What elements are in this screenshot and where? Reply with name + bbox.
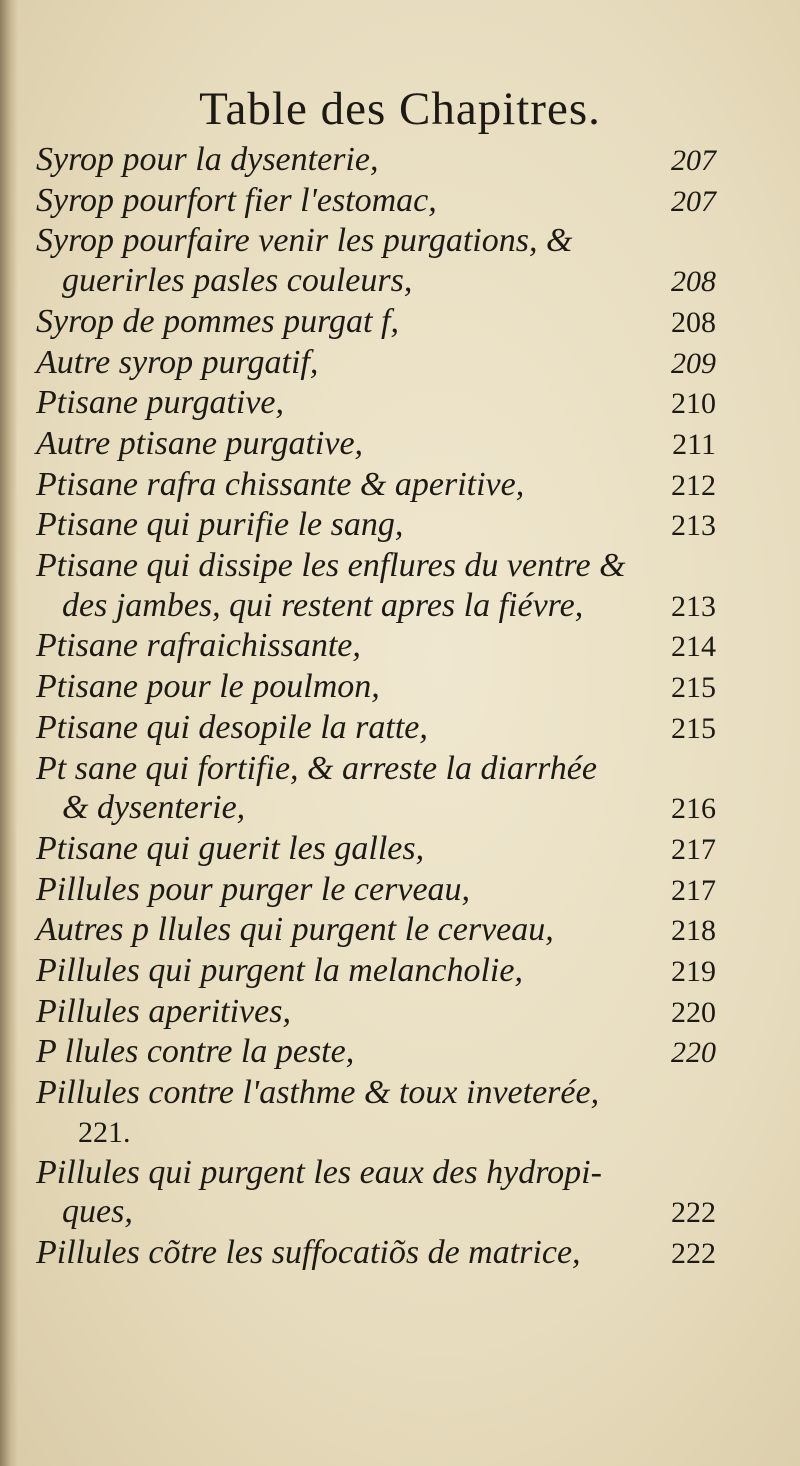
toc-page-number: 221. bbox=[78, 1115, 131, 1149]
table-of-contents bbox=[36, 140, 716, 1274]
toc-entry-title: des jambes, qui restent apres la fiévre, bbox=[62, 586, 584, 624]
toc-entry-title: guerirles pasles couleurs, bbox=[62, 262, 413, 300]
toc-entry-title: Ptisane rafra chissante & aperitive, bbox=[36, 465, 525, 503]
page-title: Table des Chapitres. bbox=[199, 83, 601, 135]
toc-page-number: 216 bbox=[671, 792, 716, 826]
toc-entry bbox=[36, 546, 716, 586]
toc-entry bbox=[36, 586, 716, 627]
toc-line bbox=[36, 546, 716, 586]
toc-entry bbox=[36, 302, 716, 343]
toc-entry-title: ques, bbox=[62, 1193, 133, 1231]
binding-gutter bbox=[0, 0, 18, 1466]
toc-entry bbox=[36, 749, 716, 789]
toc-page-number: 210 bbox=[671, 387, 716, 421]
toc-line bbox=[36, 667, 716, 708]
toc-page-number: 213 bbox=[671, 509, 716, 543]
toc-line bbox=[36, 383, 716, 424]
toc-entry-title: Autre syrop purgatif, bbox=[36, 343, 319, 381]
toc-line bbox=[36, 1153, 716, 1193]
toc-entry bbox=[36, 181, 716, 222]
toc-entry bbox=[36, 505, 716, 546]
toc-entry-title: Pillules cõtre les suffocatiõs de matrice, bbox=[36, 1233, 581, 1271]
toc-entry-title: Ptisane qui dissipe les enflures du ventre & bbox=[36, 547, 626, 585]
toc-entry bbox=[36, 343, 716, 384]
toc-line bbox=[36, 749, 716, 789]
toc-entry-title: Syrop pourfaire venir les purgations, & bbox=[36, 222, 573, 260]
toc-entry-title: Syrop de pommes purgat f, bbox=[36, 302, 399, 340]
toc-entry bbox=[36, 667, 716, 708]
toc-line bbox=[36, 343, 716, 384]
toc-entry-title: Ptisane purgative, bbox=[36, 384, 285, 422]
toc-line bbox=[36, 424, 716, 465]
toc-page-number: 219 bbox=[671, 955, 716, 989]
toc-line bbox=[36, 910, 716, 951]
toc-entry-title: Autres p llules qui purgent le cerveau, bbox=[36, 911, 554, 949]
toc-line bbox=[36, 1192, 716, 1233]
toc-line bbox=[36, 505, 716, 546]
toc-entry-title: Ptisane rafraichissante, bbox=[36, 627, 361, 665]
toc-line bbox=[36, 829, 716, 870]
toc-line bbox=[36, 465, 716, 506]
toc-entry bbox=[36, 951, 716, 992]
toc-entry-title: Ptisane qui purifie le sang, bbox=[36, 506, 404, 544]
toc-line bbox=[36, 1073, 716, 1113]
toc-page-number: 217 bbox=[671, 873, 716, 907]
toc-entry bbox=[36, 465, 716, 506]
toc-entry bbox=[36, 708, 716, 749]
toc-entry bbox=[36, 992, 716, 1033]
toc-page-number: 207 bbox=[671, 184, 716, 218]
toc-page-number: 215 bbox=[671, 671, 716, 705]
toc-entry-title: Pt sane qui fortifie, & arreste la diarrhée bbox=[36, 749, 597, 787]
toc-entry-title: Syrop pourfort fier l'estomac, bbox=[36, 181, 437, 219]
toc-entry bbox=[36, 1153, 716, 1193]
toc-page-number: 208 bbox=[671, 305, 716, 339]
toc-entry-title: Pillules contre l'asthme & toux inveterée, bbox=[36, 1074, 600, 1112]
toc-line bbox=[36, 1233, 716, 1274]
toc-entry-title: Ptisane pour le poulmon, bbox=[36, 668, 380, 706]
toc-page-number: 218 bbox=[671, 914, 716, 948]
toc-line bbox=[36, 261, 716, 302]
toc-entry bbox=[36, 788, 716, 829]
toc-entry-title: Ptisane qui desopile la ratte, bbox=[36, 708, 428, 746]
toc-page-number: 208 bbox=[671, 265, 716, 299]
toc-entry bbox=[36, 910, 716, 951]
toc-line bbox=[36, 788, 716, 829]
toc-page-number: 213 bbox=[671, 589, 716, 623]
toc-line bbox=[36, 302, 716, 343]
toc-entry bbox=[36, 829, 716, 870]
toc-entry bbox=[36, 870, 716, 911]
toc-line bbox=[36, 140, 716, 181]
toc-entry-title: Ptisane qui guerit les galles, bbox=[36, 829, 425, 867]
toc-entry bbox=[36, 1073, 716, 1113]
toc-line bbox=[36, 1032, 716, 1073]
toc-line bbox=[36, 181, 716, 222]
toc-entry-title: Pillules pour purger le cerveau, bbox=[36, 870, 471, 908]
toc-page-number: 212 bbox=[671, 468, 716, 502]
toc-entry bbox=[36, 1233, 716, 1274]
toc-page-number: 214 bbox=[671, 630, 716, 664]
toc-entry bbox=[36, 261, 716, 302]
toc-line bbox=[36, 1113, 716, 1153]
toc-entry bbox=[36, 1113, 716, 1153]
toc-line bbox=[36, 992, 716, 1033]
toc-entry bbox=[36, 383, 716, 424]
toc-line bbox=[36, 221, 716, 261]
toc-entry-title: Pillules qui purgent la melancholie, bbox=[36, 952, 523, 990]
toc-page-number: 222 bbox=[671, 1236, 716, 1270]
toc-line bbox=[36, 626, 716, 667]
toc-entry bbox=[36, 626, 716, 667]
toc-entry-title: Pillules aperitives, bbox=[36, 992, 291, 1030]
toc-entry-title: Syrop pour la dysenterie, bbox=[36, 141, 379, 178]
toc-line bbox=[36, 586, 716, 627]
toc-page-number: 222 bbox=[671, 1196, 716, 1230]
toc-entry bbox=[36, 221, 716, 261]
toc-entry bbox=[36, 424, 716, 465]
toc-entry-title: Autre ptisane purgative, bbox=[36, 424, 364, 462]
toc-entry bbox=[36, 1032, 716, 1073]
toc-page-number: 220 bbox=[671, 1036, 716, 1070]
toc-line bbox=[36, 951, 716, 992]
toc-entry bbox=[36, 1192, 716, 1233]
toc-entry-title: P llules contre la peste, bbox=[36, 1033, 355, 1071]
toc-page-number: 217 bbox=[671, 832, 716, 866]
toc-page-number: 211 bbox=[672, 427, 716, 461]
toc-entry-title: & dysenterie, bbox=[62, 789, 246, 827]
toc-entry-title: Pillules qui purgent les eaux des hydropi- bbox=[36, 1153, 602, 1191]
toc-line bbox=[36, 708, 716, 749]
toc-page-number: 209 bbox=[671, 346, 716, 380]
toc-page-number: 215 bbox=[671, 711, 716, 745]
toc-page-number: 220 bbox=[671, 995, 716, 1029]
toc-line bbox=[36, 870, 716, 911]
toc-page-number: 207 bbox=[671, 144, 716, 177]
toc-entry bbox=[36, 140, 716, 181]
